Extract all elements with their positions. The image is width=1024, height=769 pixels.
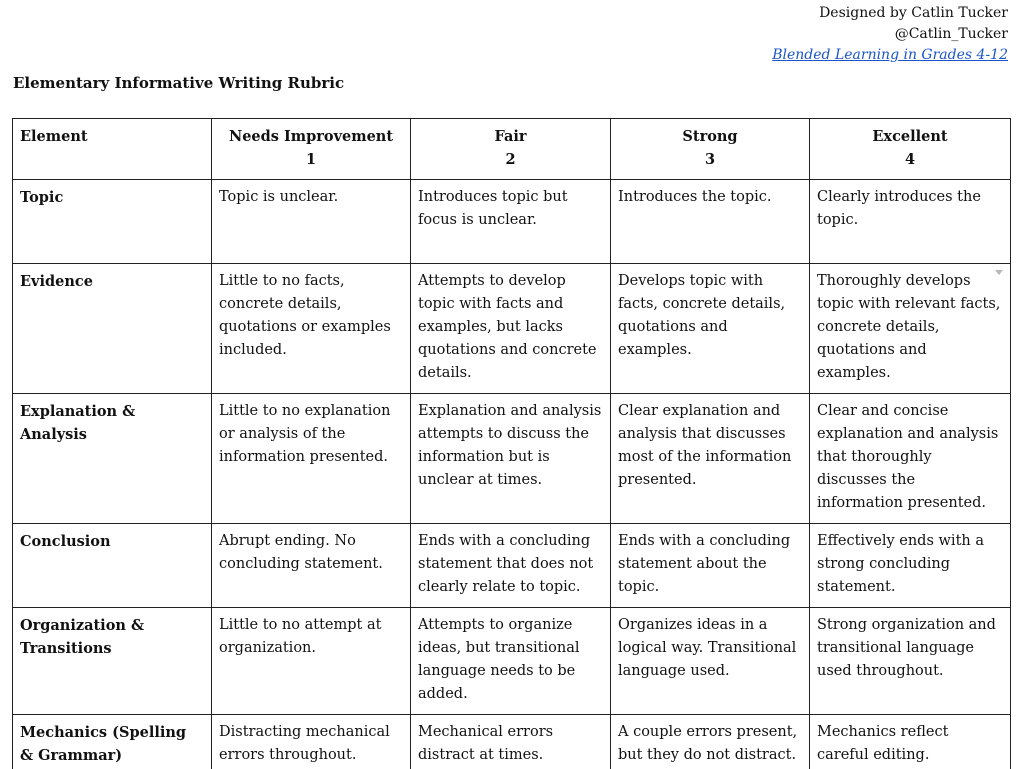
header-strong (611, 119, 810, 180)
criteria-cell: Abrupt ending. No concluding statement. (212, 524, 411, 608)
criteria-cell: Attempts to develop topic with facts and examples, but lacks quotations and concrete details. (411, 264, 611, 394)
criteria-cell: Introduces topic but focus is unclear. (411, 180, 611, 264)
element-cell: Conclusion (13, 524, 212, 608)
criteria-cell: Little to no facts, concrete details, quotations or examples included. (212, 264, 411, 394)
criteria-cell: A couple errors present, but they do not distract. (611, 715, 810, 769)
rubric-table (12, 118, 1011, 769)
table-row-organization-transitions (13, 608, 1011, 715)
criteria-cell: Clear and concise explanation and analysis that thoroughly discusses the information presented. (810, 394, 1011, 524)
header-score: 1 (305, 151, 317, 168)
header-score: 4 (904, 151, 916, 168)
criteria-cell: Little to no attempt at organization. (212, 608, 411, 715)
criteria-cell: Little to no explanation or analysis of the information presented. (212, 394, 411, 524)
table-row-conclusion (13, 524, 1011, 608)
criteria-cell: Clear explanation and analysis that discusses most of the information presented. (611, 394, 810, 524)
criteria-cell: Effectively ends with a strong concluding statement. (810, 524, 1011, 608)
element-cell: Explanation & Analysis (13, 394, 212, 524)
element-cell: Evidence (13, 264, 212, 394)
table-row-evidence (13, 264, 1011, 394)
criteria-cell: Distracting mechanical errors throughout. (212, 715, 411, 769)
header-needs-improvement (212, 119, 411, 180)
criteria-cell: Organizes ideas in a logical way. Transitional language used. (611, 608, 810, 715)
header-label: Strong (682, 128, 738, 145)
element-cell: Topic (13, 180, 212, 264)
criteria-cell: Thoroughly develops topic with relevant facts, concrete details, quotations and examples. (810, 264, 1011, 394)
attribution-block (772, 3, 1008, 66)
header-label: Needs Improvement (228, 128, 394, 145)
cell-menu-arrow-icon[interactable] (995, 270, 1003, 275)
header-score: 2 (505, 151, 516, 168)
criteria-cell: Introduces the topic. (611, 180, 810, 264)
table-row-topic (13, 180, 1011, 264)
header-fair (411, 119, 611, 180)
criteria-cell: Ends with a concluding statement about the topic. (611, 524, 810, 608)
header-label: Excellent (872, 128, 948, 145)
header-score: 3 (704, 151, 716, 168)
designer-credit: Designed by Catlin Tucker (819, 5, 1008, 21)
criteria-cell: Topic is unclear. (212, 180, 411, 264)
document-title: Elementary Informative Writing Rubric (13, 74, 345, 92)
criteria-cell: Clearly introduces the topic. (810, 180, 1011, 264)
criteria-cell: Mechanics reflect careful editing. (810, 715, 1011, 769)
table-row-mechanics (13, 715, 1011, 769)
twitter-handle: @Catlin_Tucker (894, 26, 1008, 42)
header-excellent (810, 119, 1011, 180)
header-element (13, 119, 212, 180)
element-cell: Mechanics (Spelling & Grammar) (13, 715, 212, 769)
table-row-explanation-analysis (13, 394, 1011, 524)
header-label: Fair (494, 128, 527, 145)
criteria-cell: Ends with a concluding statement that does not clearly relate to topic. (411, 524, 611, 608)
header-label: Element (20, 128, 88, 145)
element-cell: Organization & Transitions (13, 608, 212, 715)
criteria-cell: Develops topic with facts, concrete details, quotations and examples. (611, 264, 810, 394)
book-link[interactable]: Blended Learning in Grades 4-12 (772, 47, 1008, 63)
criteria-cell: Mechanical errors distract at times. (411, 715, 611, 769)
header-row (13, 119, 1011, 180)
criteria-cell: Attempts to organize ideas, but transitional language needs to be added. (411, 608, 611, 715)
criteria-cell: Strong organization and transitional language used throughout. (810, 608, 1011, 715)
criteria-cell: Explanation and analysis attempts to discuss the information but is unclear at times. (411, 394, 611, 524)
